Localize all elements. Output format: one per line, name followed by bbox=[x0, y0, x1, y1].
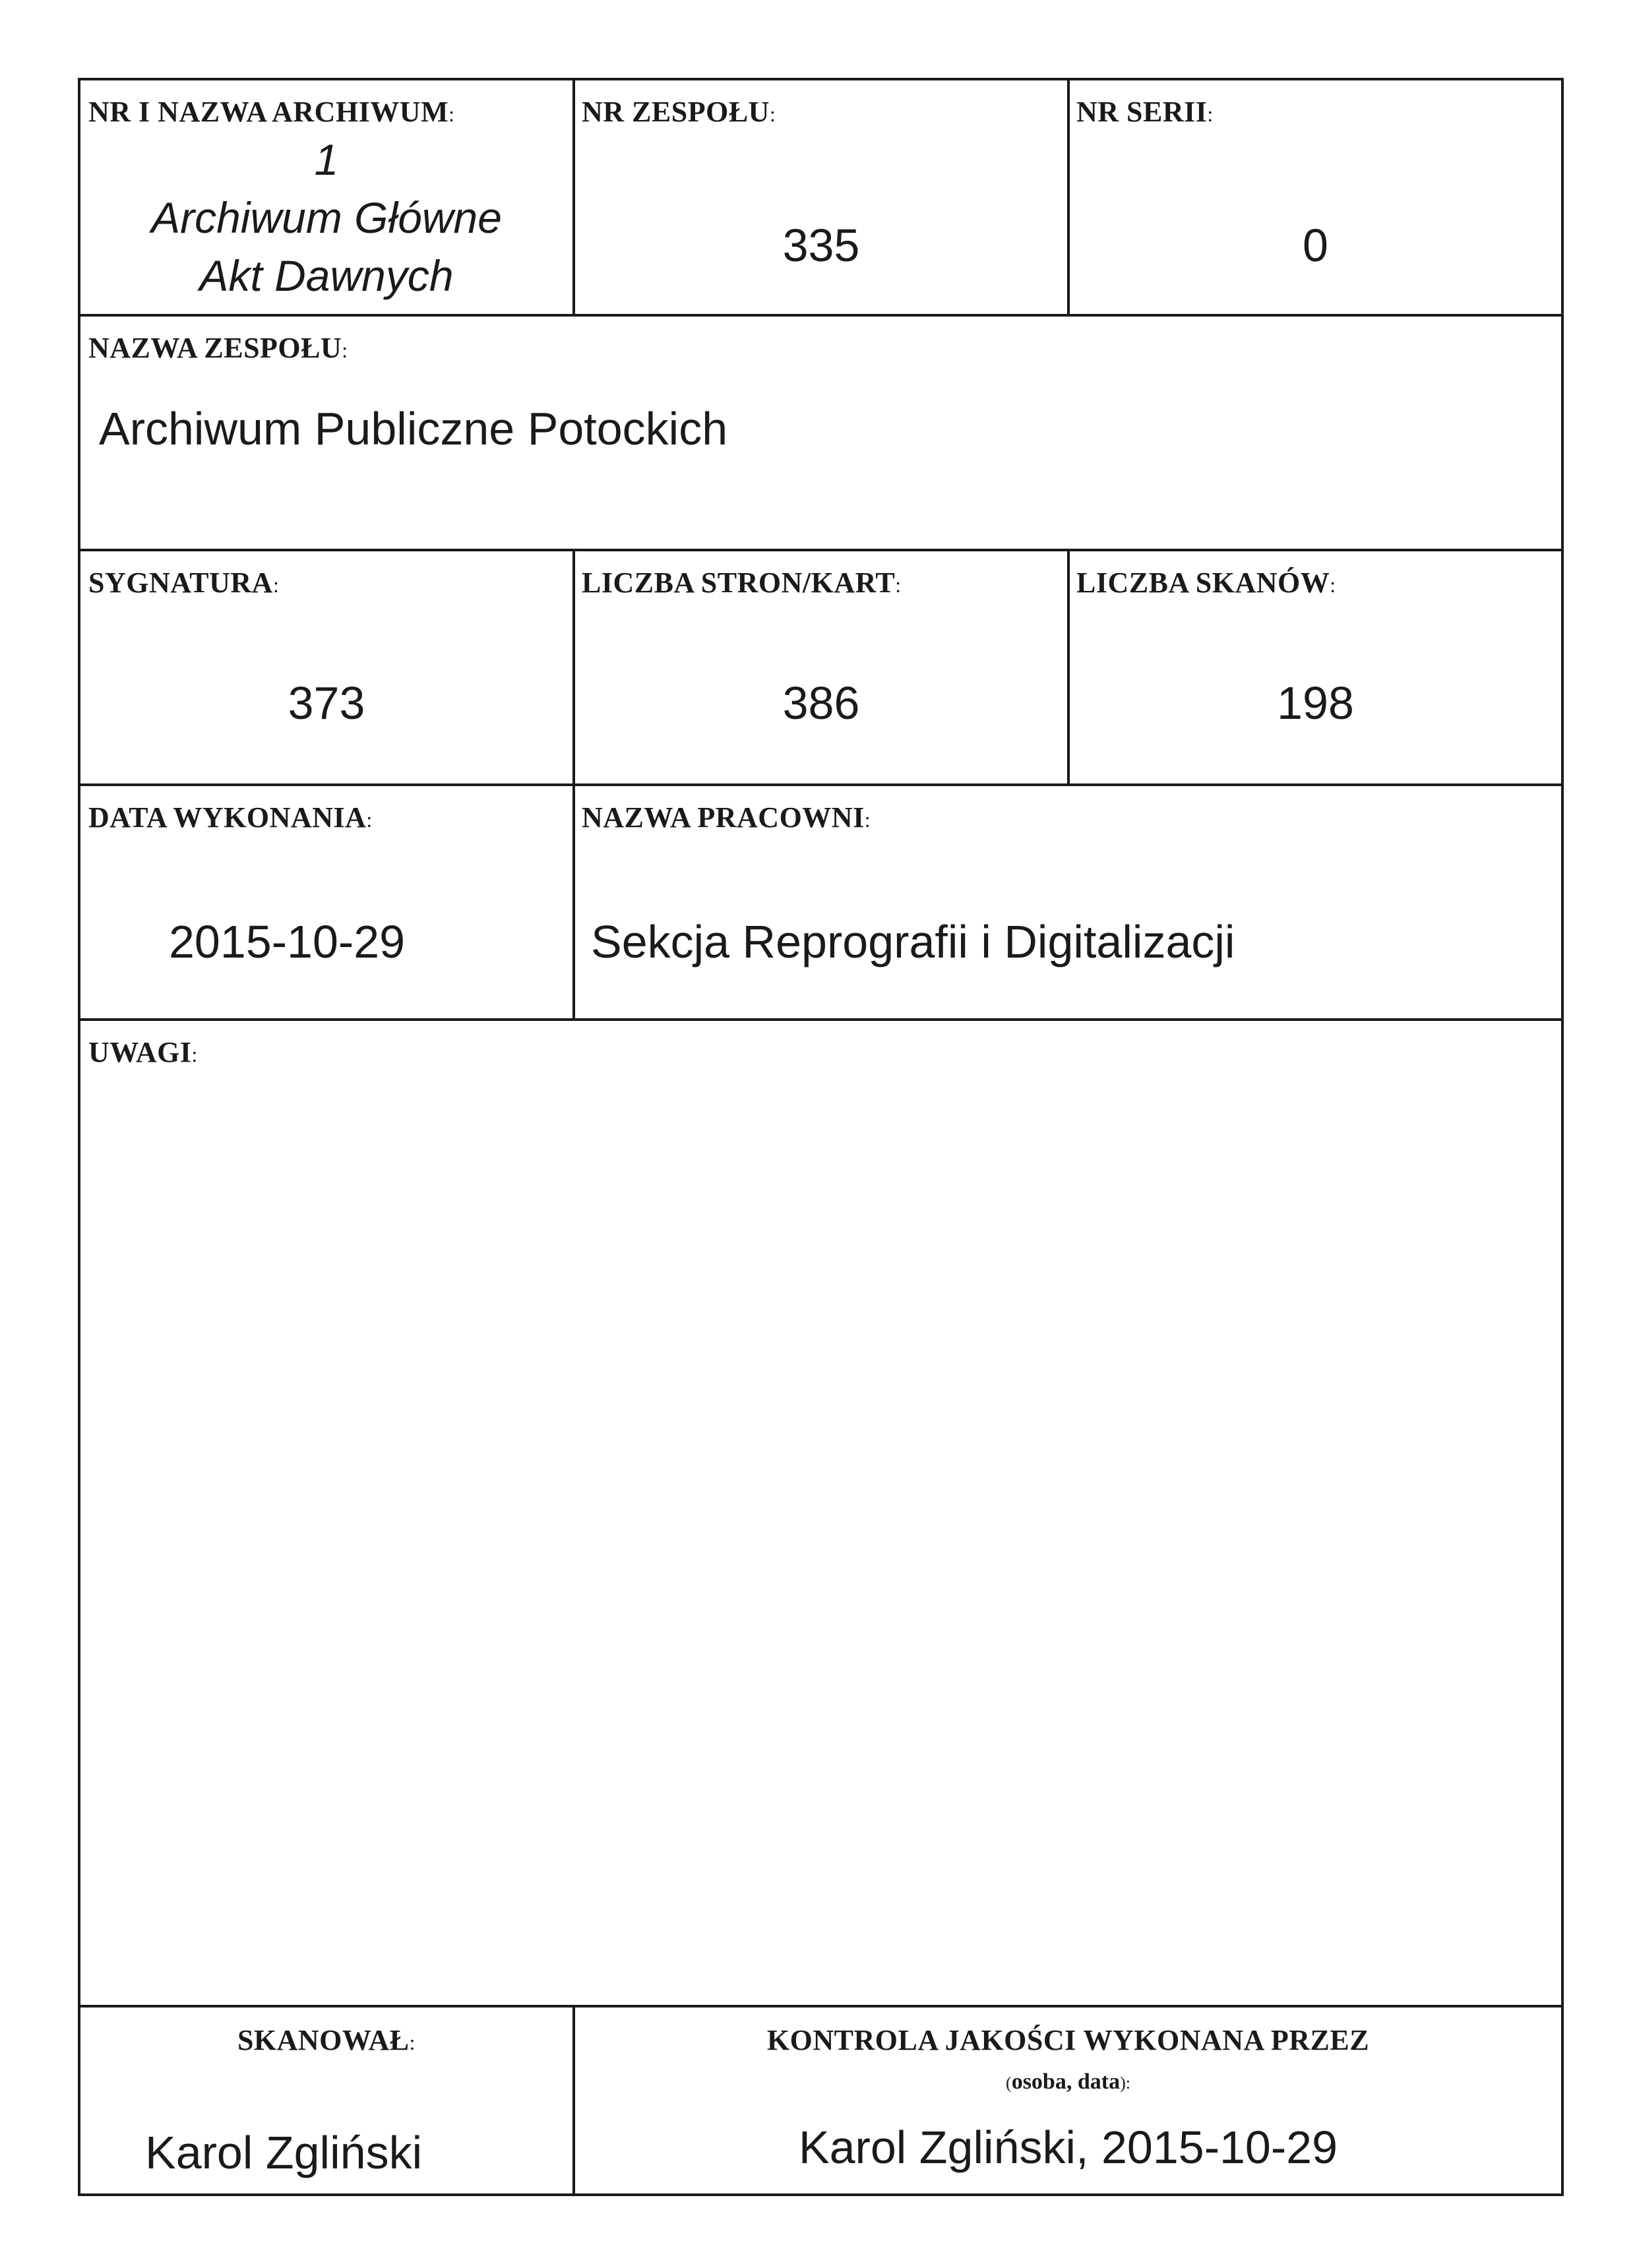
signature-cell bbox=[80, 551, 572, 783]
date-label bbox=[88, 801, 373, 834]
signature-label bbox=[88, 566, 279, 599]
sublabel-date: data bbox=[1077, 2069, 1121, 2094]
remarks-label bbox=[88, 1035, 198, 1069]
quality-control-label bbox=[575, 2023, 1561, 2057]
label-colon: : bbox=[366, 808, 373, 832]
fonds-number-value: 335 bbox=[782, 220, 860, 271]
fonds-name-label-text: NAZWA ZESPOŁU bbox=[88, 332, 342, 364]
sublabel-person: osoba bbox=[1011, 2069, 1066, 2094]
quality-control-label-text: KONTROLA JAKOŚCI WYKONANA PRZEZ bbox=[766, 2024, 1370, 2056]
remarks-label-text: UWAGI bbox=[88, 1036, 192, 1068]
workshop-value: Sekcja Reprografii i Digitalizacji bbox=[591, 916, 1235, 967]
sublabel-close-paren: ): bbox=[1120, 2073, 1130, 2093]
archive-cell bbox=[80, 80, 572, 314]
pages-value: 386 bbox=[782, 677, 860, 729]
workshop-label-text: NAZWA PRACOWNI bbox=[582, 801, 865, 834]
date-cell bbox=[80, 786, 572, 1018]
sublabel-open-paren: ( bbox=[1006, 2073, 1012, 2093]
archive-name-line1: Archiwum Główne bbox=[151, 193, 502, 242]
pages-label bbox=[582, 566, 902, 599]
quality-control-sublabel bbox=[575, 2069, 1561, 2095]
scans-label bbox=[1076, 566, 1336, 599]
series-number-label bbox=[1076, 95, 1214, 129]
label-colon: : bbox=[1207, 102, 1214, 126]
fonds-number-label-text: NR ZESPOŁU bbox=[582, 96, 770, 128]
quality-control-value: Karol Zgliński, 2015-10-29 bbox=[798, 2122, 1338, 2173]
pages-cell bbox=[575, 551, 1067, 783]
label-colon: : bbox=[342, 338, 348, 362]
label-colon: : bbox=[1330, 573, 1336, 597]
label-colon: : bbox=[864, 808, 871, 832]
label-colon: : bbox=[769, 102, 776, 126]
workshop-label bbox=[582, 801, 871, 834]
label-colon: : bbox=[448, 102, 455, 126]
scans-label-text: LICZBA SKANÓW bbox=[1076, 567, 1330, 599]
fonds-name-label bbox=[88, 331, 348, 365]
pages-label-text: LICZBA STRON/KART bbox=[582, 567, 896, 599]
fonds-name-value: Archiwum Publiczne Potockich bbox=[99, 403, 728, 454]
date-label-text: DATA WYKONANIA bbox=[88, 801, 367, 834]
fonds-number-label bbox=[582, 95, 776, 129]
archive-number: 1 bbox=[314, 135, 339, 184]
series-number-cell bbox=[1070, 80, 1561, 314]
workshop-cell bbox=[575, 786, 1561, 1018]
scanned-by-label bbox=[80, 2023, 572, 2057]
scanned-by-label-text: SKANOWAŁ bbox=[237, 2024, 410, 2056]
archive-label-text: NR I NAZWA ARCHIWUM bbox=[88, 96, 449, 128]
signature-label-text: SYGNATURA bbox=[88, 567, 273, 599]
fonds-name-cell bbox=[80, 317, 1561, 549]
scans-value: 198 bbox=[1277, 677, 1354, 729]
quality-control-cell bbox=[575, 2007, 1561, 2196]
series-number-label-text: NR SERII bbox=[1076, 96, 1208, 128]
signature-value: 373 bbox=[288, 677, 365, 729]
scanned-by-cell bbox=[80, 2007, 572, 2196]
label-colon: : bbox=[272, 573, 280, 597]
scanned-by-value: Karol Zgliński bbox=[145, 2127, 423, 2178]
date-value: 2015-10-29 bbox=[169, 916, 406, 967]
metadata-form bbox=[78, 78, 1564, 2196]
archive-label bbox=[88, 95, 454, 129]
label-colon: : bbox=[409, 2031, 416, 2054]
label-colon: : bbox=[191, 1043, 198, 1066]
fonds-number-cell bbox=[575, 80, 1067, 314]
archive-name-line2: Akt Dawnych bbox=[199, 251, 454, 300]
sublabel-comma: , bbox=[1066, 2069, 1072, 2094]
scans-cell bbox=[1070, 551, 1561, 783]
remarks-cell bbox=[80, 1021, 1561, 2005]
series-number-value: 0 bbox=[1303, 220, 1328, 271]
label-colon: : bbox=[895, 573, 902, 597]
